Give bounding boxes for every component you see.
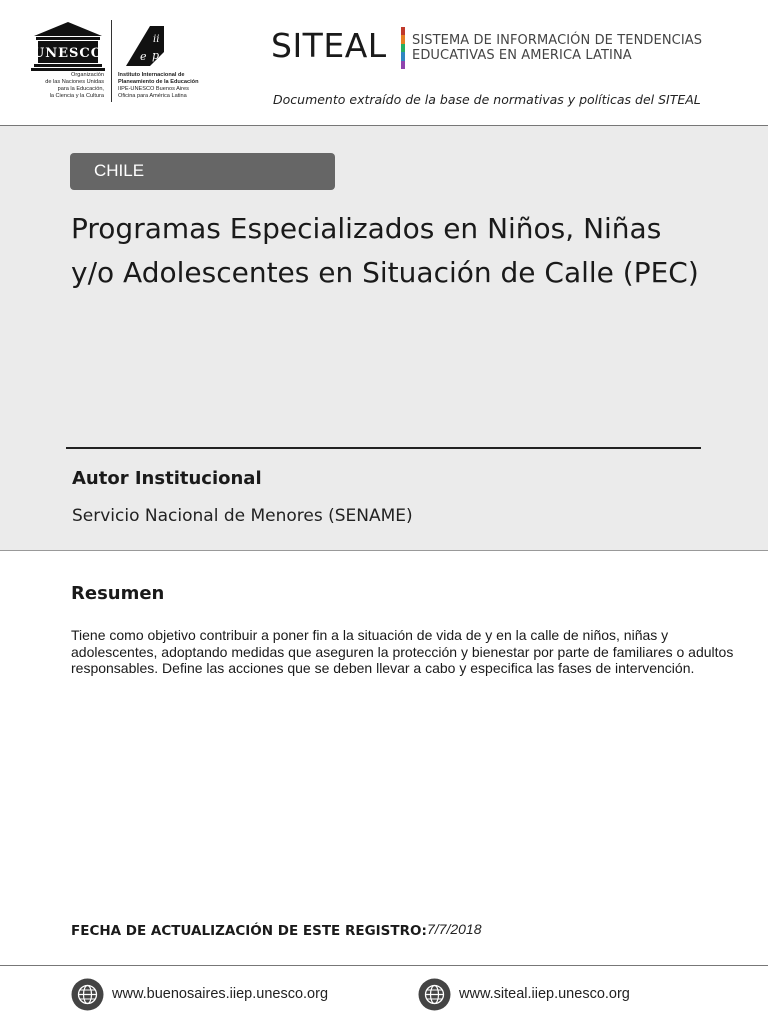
panel-divider xyxy=(0,550,768,551)
siteal-bar-segment xyxy=(401,27,405,35)
country-badge: CHILE xyxy=(70,153,335,190)
author-heading: Autor Institucional xyxy=(72,468,262,489)
globe-icon xyxy=(418,978,451,1011)
iiep-emblem-icon xyxy=(122,22,168,68)
summary-heading: Resumen xyxy=(71,583,165,604)
page-header xyxy=(0,0,768,125)
footer-divider xyxy=(0,965,768,966)
siteal-color-bar xyxy=(401,27,405,69)
unesco-temple-icon xyxy=(28,20,108,72)
siteal-bar-segment xyxy=(401,35,405,43)
update-date-label: FECHA DE ACTUALIZACIÓN DE ESTE REGISTRO: xyxy=(71,923,427,939)
siteal-logo-text: SITEAL xyxy=(271,26,387,65)
logo-divider xyxy=(111,20,112,102)
document-title: Programas Especializados en Niños, Niñas y/o Adolescentes en Situación de Calle (PEC) xyxy=(71,212,699,289)
unesco-caption: Organización de las Naciones Unidas para la Educación, la Ciencia y la Cultura xyxy=(45,72,104,99)
siteal-bar-segment xyxy=(401,52,405,60)
svg-text:ii: ii xyxy=(153,34,160,45)
siteal-bar-segment xyxy=(401,61,405,69)
footer-url[interactable]: www.buenosaires.iiep.unesco.org xyxy=(112,986,329,1002)
footer-link-buenosaires[interactable] xyxy=(71,977,328,1011)
title-divider xyxy=(66,447,701,449)
iiep-logo xyxy=(122,22,168,68)
extracted-note: Documento extraído de la base de normativas y políticas del SITEAL xyxy=(273,92,701,107)
siteal-description: SISTEMA DE INFORMACIÓN DE TENDENCIAS EDUCATIVAS EN AMERICA LATINA xyxy=(412,33,703,63)
author-value: Servicio Nacional de Menores (SENAME) xyxy=(72,506,413,526)
globe-icon xyxy=(71,978,104,1011)
svg-text:p: p xyxy=(152,49,160,62)
update-date-value: 7/7/2018 xyxy=(427,921,482,937)
footer-url[interactable]: www.siteal.iiep.unesco.org xyxy=(459,986,630,1002)
footer-link-siteal[interactable] xyxy=(418,977,630,1011)
siteal-bar-segment xyxy=(401,44,405,52)
svg-text:e: e xyxy=(140,50,147,63)
iiep-caption: Instituto Internacional de Planeamiento de la Educación IIPE-UNESCO Buenos Aires Oficina para América Latina xyxy=(118,72,199,99)
svg-text:UNESCO: UNESCO xyxy=(32,46,104,61)
summary-text: Tiene como objetivo contribuir a poner fin a la situación de vida de y en la calle de niños, niñas y adolescentes, adoptando medidas que aseguren la protección y bienestar por parte de familiares o adultos responsables. Define las acciones que se deben llevar a cabo y especifica las fases de intervención. xyxy=(71,627,734,676)
